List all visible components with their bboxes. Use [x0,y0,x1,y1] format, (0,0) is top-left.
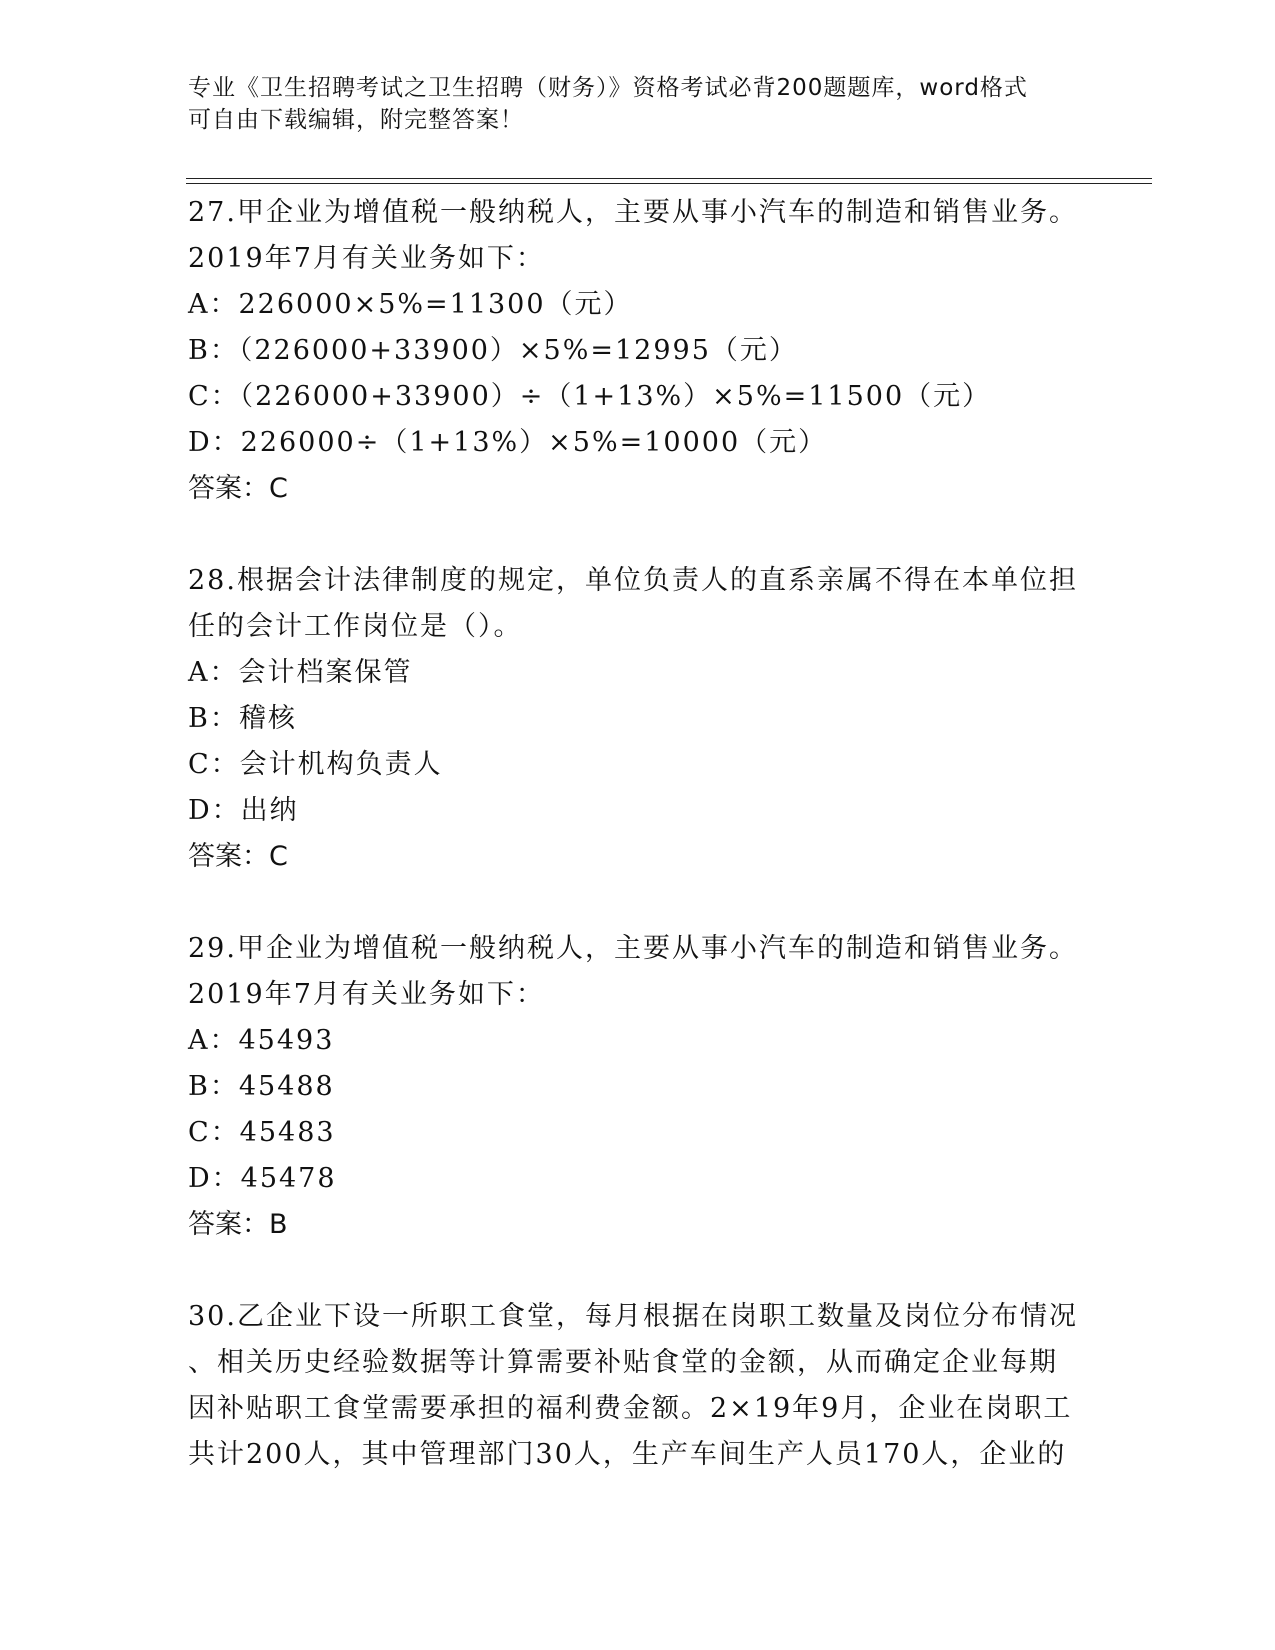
option-a: A：45493 [188,1025,335,1056]
header-divider-top [186,178,1152,179]
question-text: 、相关历史经验数据等计算需要补贴食堂的金额，从而确定企业每期 [188,1347,1058,1378]
question-text: 共计200人，其中管理部门30人，生产车间生产人员170人，企业的 [188,1439,1067,1470]
question-text: 29.甲企业为增值税一般纳税人，主要从事小汽车的制造和销售业务。 [188,933,1078,964]
question-28 [188,558,1088,880]
header-divider-bottom [186,183,1152,184]
question-list [188,190,1088,1524]
question-text: 27.甲企业为增值税一般纳税人，主要从事小汽车的制造和销售业务。 [188,197,1078,228]
question-27 [188,190,1088,512]
option-d: D：226000÷（1+13%）×5%=10000（元） [188,427,828,458]
document-header [188,72,1068,136]
option-c: C：会计机构负责人 [188,749,443,780]
question-text: 任的会计工作岗位是（）。 [188,611,523,642]
question-29 [188,926,1088,1248]
answer-text: 答案：C [188,841,288,872]
question-text: 30.乙企业下设一所职工食堂，每月根据在岗职工数量及岗位分布情况 [188,1301,1078,1332]
question-text: 因补贴职工食堂需要承担的福利费金额。2×19年9月，企业在岗职工 [188,1393,1073,1424]
question-text: 28.根据会计法律制度的规定，单位负责人的直系亲属不得在本单位担 [188,565,1078,596]
option-c: C：45483 [188,1117,336,1148]
option-c: C：（226000+33900）÷（1+13%）×5%=11500（元） [188,381,992,412]
option-d: D：出纳 [188,795,299,826]
header-line-2: 可自由下载编辑，附完整答案！ [188,107,524,133]
option-b: B：45488 [188,1071,335,1102]
option-b: B：（226000+33900）×5%=12995（元） [188,335,798,366]
option-a: A：会计档案保管 [188,657,413,688]
option-b: B：稽核 [188,703,297,734]
option-a: A：226000×5%=11300（元） [188,289,633,320]
answer-text: 答案：B [188,1209,288,1240]
answer-text: 答案：C [188,473,288,504]
question-30 [188,1294,1088,1478]
option-d: D：45478 [188,1163,337,1194]
header-line-1: 专业《卫生招聘考试之卫生招聘（财务）》资格考试必背200题题库，word格式 [188,75,1028,101]
question-text: 2019年7月有关业务如下： [188,979,545,1010]
question-text: 2019年7月有关业务如下： [188,243,545,274]
